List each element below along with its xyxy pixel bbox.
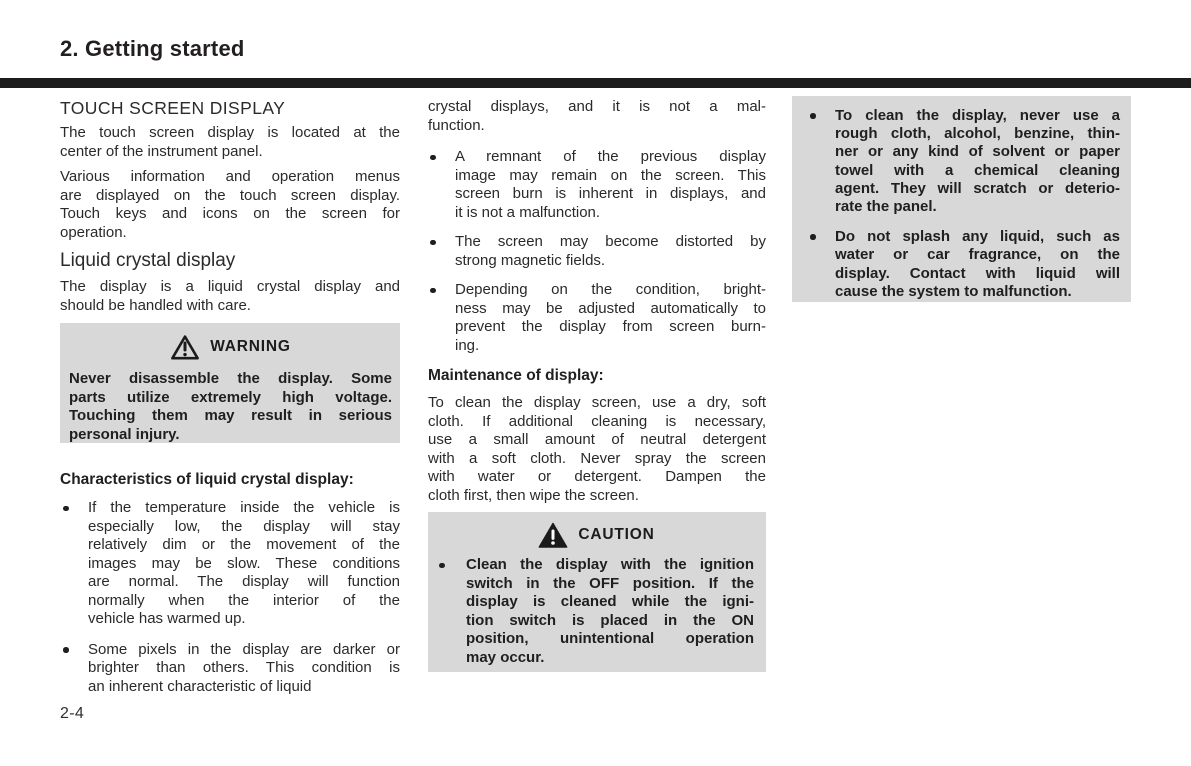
section-heading: TOUCH SCREEN DISPLAY bbox=[60, 98, 286, 118]
bullet-dot-icon bbox=[430, 155, 436, 161]
caution-box-header bbox=[439, 522, 754, 549]
bullet-dot-icon bbox=[430, 240, 436, 246]
paragraph-maintenance: To clean the display screen, use a dry, soft cloth. If additional cleaning is necessary, use a small amount of neutral detergent with a soft cloth. Never spray the screen with water or detergent. Dampen the cloth first, then wipe the screen. bbox=[428, 394, 766, 504]
paragraph-sub-intro: The display is a liquid crystal display and should be handled with care. bbox=[60, 278, 400, 314]
column-1 bbox=[60, 98, 400, 708]
column-3 bbox=[792, 96, 1131, 302]
bullet-dot-icon bbox=[63, 647, 69, 653]
bullet-item bbox=[60, 641, 400, 697]
bullet-text: Clean the display with the ignition switch in the OFF position. If the display is cleaned while the igni- tion switch is placed in the ON position, unintentional operation may occur. bbox=[466, 556, 754, 666]
bullet-text: To clean the display, never use a rough cloth, alcohol, benzine, thin- ner or any kind of solvent or paper towel with a chemical cleaning agent. They will scratch or deterio- rate the panel. bbox=[835, 107, 1120, 216]
caution-box bbox=[428, 512, 766, 672]
warning-text: Never disassemble the display. Some parts utilize extremely high voltage. Touching them may result in serious personal injury. bbox=[69, 370, 392, 443]
bullet-text: If the temperature inside the vehicle is especially low, the display will stay relatively dim or the movement of the images may be slow. These conditions are normal. The display will function normally when the interior of the vehicle has warmed up. bbox=[88, 499, 400, 627]
paragraph-intro-2: Various information and operation menus are displayed on the touch screen display. Touch keys and icons on the screen for operation. bbox=[60, 168, 400, 241]
caution-note-box bbox=[792, 96, 1131, 302]
bullet-item bbox=[60, 499, 400, 629]
bullet-text: Depending on the condition, bright- ness may be adjusted automatically to prevent the display from screen burn- ing. bbox=[455, 281, 766, 354]
paragraph-continuation: crystal displays, and it is not a mal- function. bbox=[428, 98, 766, 134]
caution-triangle-icon bbox=[538, 522, 568, 549]
bullet-item bbox=[428, 233, 766, 270]
bullet-item bbox=[428, 148, 766, 222]
bullet-dot-icon bbox=[430, 288, 436, 294]
chapter-divider-bar bbox=[0, 78, 1191, 88]
warning-box bbox=[60, 323, 400, 443]
bullet-dot-icon bbox=[63, 506, 69, 512]
bullet-text: Do not splash any liquid, such as water or car fragrance, on the display. Contact with liquid will cause the system to malfunction. bbox=[835, 228, 1120, 300]
bullet-dot-icon bbox=[810, 113, 816, 119]
bullet-item bbox=[810, 107, 1120, 216]
caution-label: CAUTION bbox=[578, 526, 655, 544]
bullet-dot-icon bbox=[439, 563, 445, 569]
characteristics-heading: Characteristics of liquid crystal display: bbox=[60, 471, 354, 488]
bullet-item bbox=[428, 281, 766, 355]
page-number: 2-4 bbox=[60, 705, 85, 722]
bullet-text: The screen may become distorted by strong magnetic fields. bbox=[455, 233, 766, 269]
bullet-text: Some pixels in the display are darker or brighter than others. This condition is an inherent characteristic of liquid bbox=[88, 640, 400, 695]
subsection-heading: Liquid crystal display bbox=[60, 250, 236, 271]
maintenance-heading: Maintenance of display: bbox=[428, 367, 604, 384]
warning-box-header bbox=[69, 334, 392, 361]
paragraph-intro-1: The touch screen display is located at the center of the instrument panel. bbox=[60, 124, 400, 160]
bullet-item bbox=[439, 556, 754, 667]
warning-label: WARNING bbox=[210, 338, 291, 356]
bullet-dot-icon bbox=[810, 234, 816, 240]
warning-triangle-icon bbox=[170, 334, 200, 361]
bullet-text: A remnant of the previous display image may remain on the screen. This screen burn is inherent in displays, and it is not a malfunction. bbox=[455, 148, 766, 221]
column-2 bbox=[428, 98, 766, 672]
chapter-title: 2. Getting started bbox=[60, 36, 245, 61]
bullet-item bbox=[810, 228, 1120, 301]
